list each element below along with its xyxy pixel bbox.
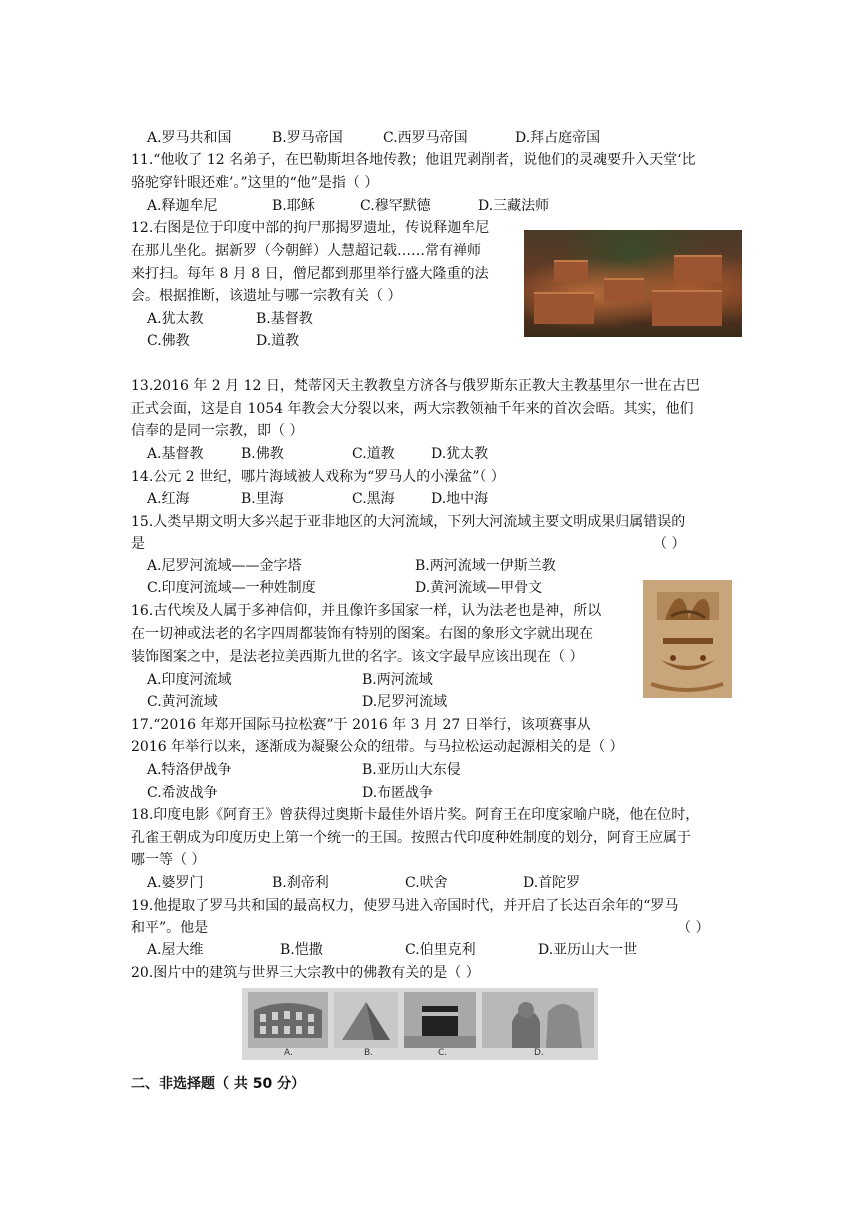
caption-d: D.: [534, 1048, 544, 1058]
q16-line2: 在一切神或法老的名字四周都装饰有特别的图案。右图的象形文字就出现在: [131, 626, 593, 642]
q17-line2: 2016 年举行以来，逐渐成为凝聚公众的纽带。与马拉松运动起源相关的是（ ）: [131, 739, 624, 755]
q18-line2: 孔雀王朝成为印度历史上第一个统一的王国。按照古代印度种姓制度的划分，阿育王应属于: [131, 830, 691, 846]
q12-line2: 在那儿坐化。据新罗（今朝鲜）人慧超记载……常有禅师: [131, 243, 481, 259]
q19-option-a: A.屋大维: [147, 942, 204, 958]
q16-option-b: B.两河流域: [362, 672, 433, 688]
q11-option-a: A.释迦牟尼: [147, 198, 218, 214]
q18-option-d: D.首陀罗: [523, 875, 581, 891]
q17-option-b: B.亚历山大东侵: [362, 762, 461, 778]
q12-line4: 会。根据推断，该遗址与哪一宗教有关（ ）: [131, 288, 402, 304]
q15-option-c: C.印度河流域—一种姓制度: [147, 580, 316, 596]
q14-option-b: B.里海: [241, 491, 284, 507]
q19-option-c: C.伯里克利: [405, 942, 476, 958]
q13-option-a: A.基督教: [147, 446, 204, 462]
q15-answer-paren: （ ）: [653, 536, 686, 552]
q18-line3: 哪一等（ ）: [131, 852, 206, 868]
q19-answer-paren: （ ）: [677, 920, 710, 936]
pyramid-photo: [334, 992, 398, 1048]
q18-option-c: C.吠舍: [405, 875, 448, 891]
q14-line1: 14.公元 2 世纪，哪片海域被人戏称为“罗马人的小澡盆”（ ）: [131, 469, 505, 485]
q15-line2: 是: [131, 536, 145, 552]
q12-line1: 12.右图是位于印度中部的拘尸那揭罗遗址，传说释迦牟尼: [131, 220, 490, 236]
q14-option-a: A.红海: [147, 491, 190, 507]
q10-option-b: B.罗马帝国: [272, 130, 343, 146]
q15-option-a: A.尼罗河流域——金字塔: [147, 558, 302, 574]
q14-option-d: D.地中海: [431, 491, 489, 507]
q19-option-d: D.亚历山大一世: [538, 942, 638, 958]
q12-line3: 来打扫。每年 8 月 8 日，僧尼都到那里举行盛大隆重的法: [131, 266, 489, 282]
kaaba-photo: [404, 992, 476, 1048]
q10-option-a: A.罗马共和国: [147, 130, 232, 146]
q13-option-d: D.犹太教: [431, 446, 489, 462]
q15-line1: 15.人类早期文明大多兴起于亚非地区的大河流域，下列大河流域主要文明成果归属错误的: [131, 514, 686, 530]
buildings-photo-strip: [242, 988, 598, 1060]
q16-option-c: C.黄河流域: [147, 694, 218, 710]
q16-option-a: A.印度河流域: [147, 672, 232, 688]
section-2-heading: 二、非选择题（ 共 50 分）: [131, 1076, 306, 1092]
q14-option-c: C.黑海: [352, 491, 395, 507]
q17-option-a: A.特洛伊战争: [147, 762, 232, 778]
q11-option-d: D.三藏法师: [478, 198, 550, 214]
ruins-photo: [524, 230, 742, 337]
caption-c: C.: [438, 1048, 448, 1058]
q10-option-d: D.拜占庭帝国: [515, 130, 601, 146]
colosseum-photo: [248, 992, 328, 1048]
q16-line3: 装饰图案之中，是法老拉美西斯九世的名字。该文字最早应该出现在（ ）: [131, 649, 584, 665]
q11-option-c: C.穆罕默德: [360, 198, 431, 214]
q19-line2: 和平”。他是: [131, 920, 209, 936]
q16-option-d: D.尼罗河流域: [362, 694, 448, 710]
q10-option-c: C.西罗马帝国: [383, 130, 468, 146]
q19-option-b: B.恺撒: [280, 942, 323, 958]
q13-line1: 13.2016 年 2 月 12 日，梵蒂冈天主教教皇方济各与俄罗斯东正教大主教基里尔一世在古巴: [131, 378, 700, 394]
q11-option-b: B.耶稣: [272, 198, 315, 214]
q17-option-d: D.布匿战争: [362, 785, 434, 801]
q13-line3: 信奉的是同一宗教，即（ ）: [131, 423, 304, 439]
caption-b: B.: [364, 1048, 374, 1058]
q12-option-c: C.佛教: [147, 333, 190, 349]
q12-option-d: D.道教: [256, 333, 300, 349]
q12-option-a: A.犹太教: [147, 311, 204, 327]
q18-line1: 18.印度电影《阿育王》曾获得过奥斯卡最佳外语片奖。阿育王在印度家喻户晓，他在位时，: [131, 807, 700, 823]
q11-line2: 骆驼穿针眼还难’。”这里的“他”是指（ ）: [131, 175, 379, 191]
q18-option-b: B.刹帝利: [272, 875, 329, 891]
q20-line1: 20.图片中的建筑与世界三大宗教中的佛教有关的是（ ）: [131, 965, 480, 981]
q15-option-d: D.黄河流域—甲骨文: [415, 580, 543, 596]
buddha-statue-photo: [482, 992, 594, 1048]
q11-line1: 11.“他收了 12 名弟子，在巴勒斯坦各地传教；他诅咒剥削者，说他们的灵魂要升入天堂‘比: [131, 152, 696, 168]
q13-option-c: C.道教: [352, 446, 395, 462]
q17-option-c: C.希波战争: [147, 785, 218, 801]
q18-option-a: A.婆罗门: [147, 875, 204, 891]
hieroglyph-cartouche-image: [643, 580, 732, 698]
q15-option-b: B.两河流域一伊斯兰教: [415, 558, 556, 574]
q12-option-b: B.基督教: [256, 311, 313, 327]
caption-a: A.: [284, 1048, 293, 1058]
q13-option-b: B.佛教: [241, 446, 284, 462]
q16-line1: 16.古代埃及人属于多神信仰，并且像许多国家一样，认为法老也是神，所以: [131, 603, 602, 619]
q19-line1: 19.他提取了罗马共和国的最高权力，使罗马进入帝国时代，并开启了长达百余年的“罗马: [131, 898, 679, 914]
q13-line2: 正式会面，这是自 1054 年教会大分裂以来，两大宗教领袖千年来的首次会晤。其实，他们: [131, 401, 694, 417]
q17-line1: 17.“2016 年郑开国际马拉松赛”于 2016 年 3 月 27 日举行，该项赛事从: [131, 717, 591, 733]
